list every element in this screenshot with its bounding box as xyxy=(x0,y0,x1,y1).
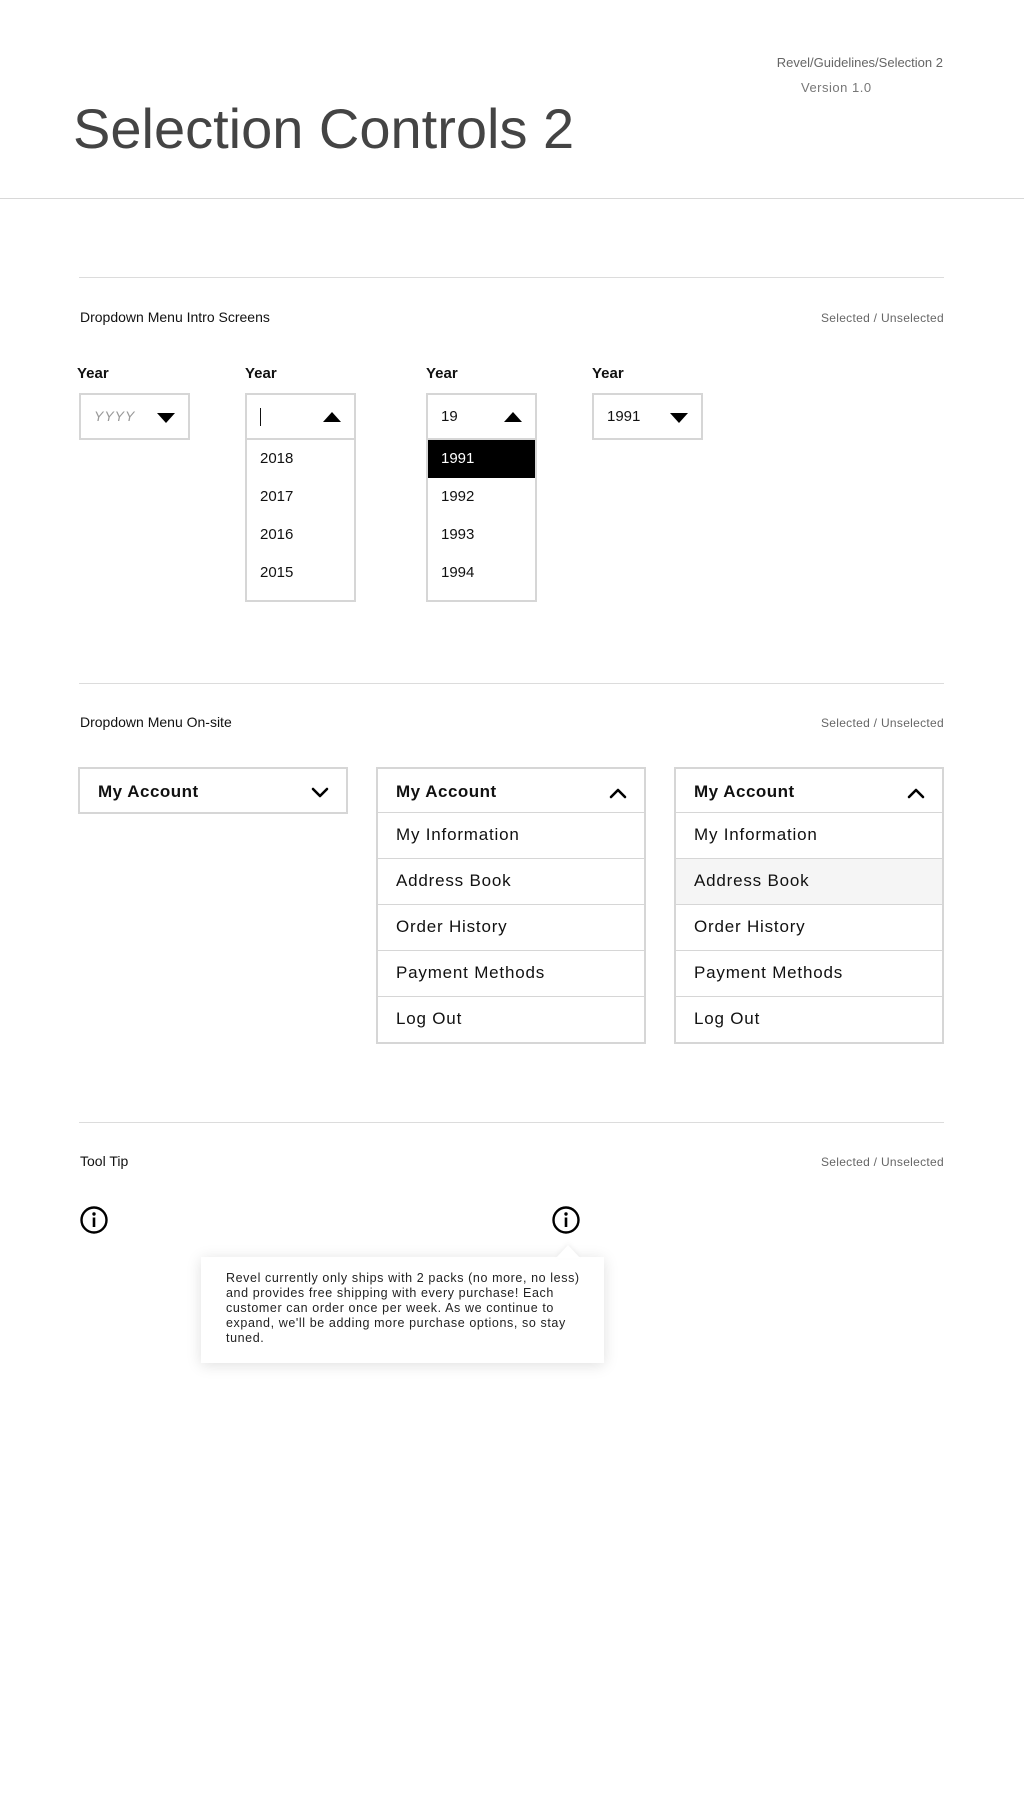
tooltip-text: Revel currently only ships with 2 packs (no more, no less) and provides free shipping with every purchase! Each customer can order once per week. As we continue to expand, we'll be adding more purchase options, so stay tuned. xyxy=(226,1271,580,1345)
year-input-filtered[interactable] xyxy=(426,393,537,440)
account-menu-item[interactable] xyxy=(674,813,944,860)
triangle-down-icon xyxy=(670,413,688,423)
year-label: Year xyxy=(77,365,109,382)
year-option[interactable]: 1994 xyxy=(441,564,475,581)
year-dropdown-selected[interactable] xyxy=(592,393,703,440)
account-dropdown-label: My Account xyxy=(396,782,497,801)
menu-item-label: Log Out xyxy=(396,1009,463,1028)
info-icon-active[interactable] xyxy=(551,1205,581,1235)
menu-item-label: Payment Methods xyxy=(694,963,844,982)
tooltip-arrow xyxy=(556,1245,580,1258)
year-option[interactable]: 2018 xyxy=(260,450,294,467)
menu-item-label: Address Book xyxy=(694,871,810,890)
info-icon[interactable] xyxy=(79,1205,109,1235)
account-dropdown-expanded[interactable] xyxy=(376,767,646,814)
section-divider xyxy=(79,277,944,278)
text-cursor xyxy=(260,408,261,426)
year-option[interactable]: 2017 xyxy=(260,488,294,505)
chevron-down-icon xyxy=(310,783,330,803)
year-option[interactable]: 2016 xyxy=(260,526,294,543)
account-menu-item[interactable] xyxy=(674,997,944,1044)
chevron-up-icon xyxy=(906,783,926,803)
account-menu-item[interactable] xyxy=(376,905,646,952)
section-state-label: Selected / Unselected xyxy=(820,1155,944,1169)
year-input-open[interactable] xyxy=(245,393,356,440)
account-menu-item[interactable] xyxy=(674,951,944,998)
page-title: Selection Controls 2 xyxy=(73,97,575,160)
year-options-list xyxy=(245,440,356,602)
menu-item-label: My Information xyxy=(396,825,520,844)
menu-item-label: My Information xyxy=(694,825,818,844)
chevron-up-icon xyxy=(608,783,628,803)
triangle-down-icon xyxy=(157,413,175,423)
year-options-list xyxy=(426,440,537,602)
year-option[interactable]: 2015 xyxy=(260,564,294,581)
year-input-value: 19 xyxy=(441,408,458,425)
year-option[interactable]: 1992 xyxy=(441,488,475,505)
account-dropdown-label: My Account xyxy=(98,782,199,801)
header-divider xyxy=(0,198,1024,199)
year-option[interactable]: 1993 xyxy=(441,526,475,543)
menu-item-label: Order History xyxy=(396,917,508,936)
year-label: Year xyxy=(592,365,624,382)
section-title-intro: Dropdown Menu Intro Screens xyxy=(80,309,270,325)
account-dropdown-expanded-hover[interactable] xyxy=(674,767,944,814)
menu-item-label: Payment Methods xyxy=(396,963,546,982)
section-divider xyxy=(79,683,944,684)
account-menu-item-hovered[interactable] xyxy=(674,859,944,906)
triangle-up-icon xyxy=(504,412,522,422)
account-menu-item[interactable] xyxy=(376,813,646,860)
menu-item-label: Address Book xyxy=(396,871,512,890)
menu-item-label: Order History xyxy=(694,917,806,936)
account-menu-item[interactable] xyxy=(376,951,646,998)
menu-item-label: Log Out xyxy=(694,1009,761,1028)
account-menu-item[interactable] xyxy=(674,905,944,952)
section-state-label: Selected / Unselected xyxy=(820,716,944,730)
year-selected-value: 1991 xyxy=(607,408,641,425)
version-label: Version 1.0 xyxy=(801,80,872,95)
account-menu-item[interactable] xyxy=(376,859,646,906)
year-dropdown-empty[interactable] xyxy=(79,393,190,440)
account-dropdown-collapsed[interactable] xyxy=(78,767,348,814)
year-label: Year xyxy=(426,365,458,382)
account-menu-item[interactable] xyxy=(376,997,646,1044)
year-label: Year xyxy=(245,365,277,382)
account-dropdown-label: My Account xyxy=(694,782,795,801)
year-option-selected[interactable]: 1991 xyxy=(428,440,535,478)
section-title-tooltip: Tool Tip xyxy=(80,1153,129,1169)
triangle-up-icon xyxy=(323,412,341,422)
section-title-onsite: Dropdown Menu On-site xyxy=(80,714,232,730)
tooltip xyxy=(201,1257,604,1363)
breadcrumb: Revel/Guidelines/Selection 2 xyxy=(776,55,943,70)
section-state-label: Selected / Unselected xyxy=(820,311,944,325)
section-divider xyxy=(79,1122,944,1123)
year-placeholder: YYYY xyxy=(94,408,136,424)
